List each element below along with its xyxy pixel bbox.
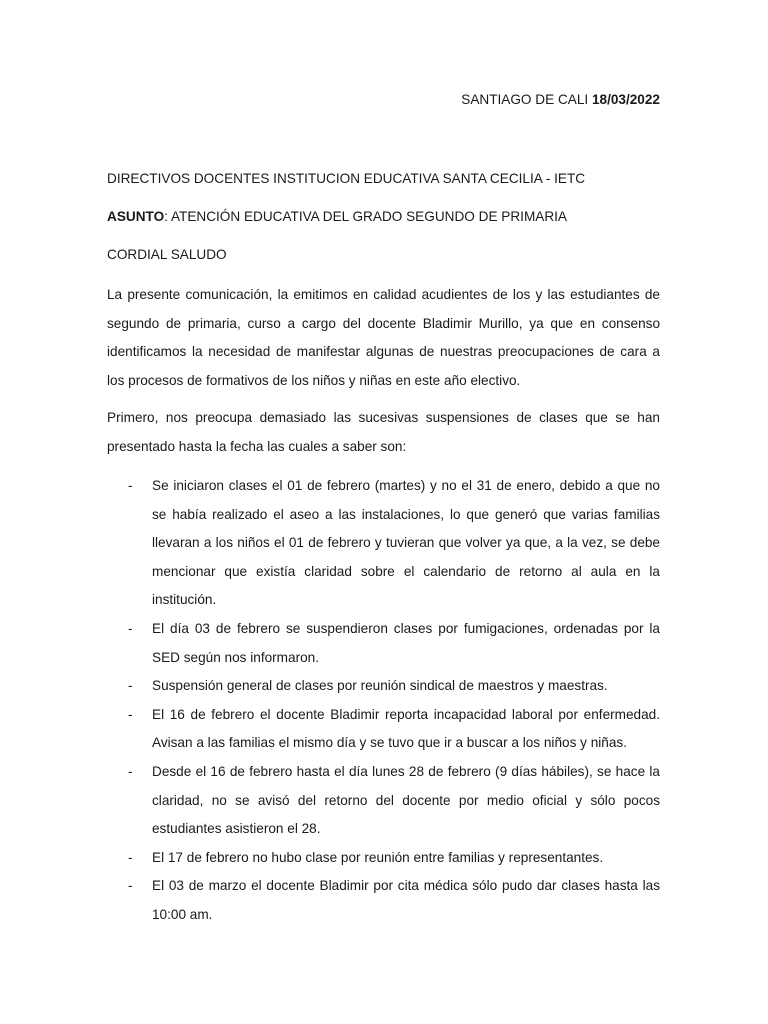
list-item-text: Desde el 16 de febrero hasta el día lunes 28 de febrero (9 días hábiles), se hace la claridad, no se avisó del retorno del docente por medio oficial y sólo pocos estudiantes asistieron el 28.	[152, 763, 660, 837]
suspension-list	[107, 472, 660, 930]
greeting: CORDIAL SALUDO	[107, 247, 227, 262]
list-item	[107, 844, 660, 873]
bullet-marker: -	[128, 478, 133, 493]
list-item-text: El 16 de febrero el docente Bladimir reporta incapacidad laboral por enfermedad. Avisan a las familias el mismo día y se tuvo que ir a buscar a los niños y niñas.	[152, 706, 660, 751]
list-item-text: Se iniciaron clases el 01 de febrero (martes) y no el 31 de enero, debido a que no se había realizado el aseo a las instalaciones, lo que generó que varias familias llevaran a los niños el 01 de febrero y tuvieran que volver ya que, a la vez, se debe mencionar que existía claridad sobre el calendario de retorno al aula en la institución.	[152, 478, 660, 608]
bullet-marker: -	[128, 706, 133, 722]
subject-label: ASUNTO	[107, 209, 165, 224]
bullet-marker: -	[128, 849, 133, 865]
list-item	[107, 672, 660, 701]
list-item	[107, 615, 660, 672]
list-item	[107, 758, 660, 844]
list-item-text: El 03 de marzo el docente Bladimir por cita médica sólo pudo dar clases hasta las 10:00 am.	[152, 878, 660, 922]
date-line	[461, 92, 660, 107]
bullet-marker: -	[128, 678, 133, 694]
bullet-marker: -	[128, 763, 133, 779]
bullet-marker: -	[128, 878, 133, 894]
bullet-marker: -	[128, 620, 133, 636]
list-item-text: Suspensión general de clases por reunión sindical de maestros y maestras.	[152, 678, 608, 694]
list-item	[107, 701, 660, 758]
subject-text: : ATENCIÓN EDUCATIVA DEL GRADO SEGUNDO DE PRIMARIA	[164, 209, 567, 224]
list-item	[107, 472, 660, 615]
subject-line	[107, 209, 567, 224]
city: SANTIAGO DE CALI	[461, 92, 589, 107]
list-item-text: El día 03 de febrero se suspendieron clases por fumigaciones, ordenadas por la SED según nos informaron.	[152, 620, 660, 665]
list-item	[107, 872, 660, 929]
list-item-text: El 17 de febrero no hubo clase por reunión entre familias y representantes.	[152, 849, 604, 865]
paragraph-first: Primero, nos preocupa demasiado las sucesivas suspensiones de clases que se han presentado hasta la fecha las cuales a saber son:	[107, 410, 660, 454]
addressee: DIRECTIVOS DOCENTES INSTITUCION EDUCATIVA SANTA CECILIA - IETC	[107, 171, 586, 186]
date: 18/03/2022	[591, 92, 660, 107]
paragraph-intro: La presente comunicación, la emitimos en calidad acudientes de los y las estudiantes de segundo de primaria, curso a cargo del docente Bladimir Murillo, ya que en consenso identificamos la necesidad de manifestar algunas de nuestras preocupaciones de cara a los procesos de formativos de los niños y niñas en este año electivo.	[107, 287, 660, 388]
